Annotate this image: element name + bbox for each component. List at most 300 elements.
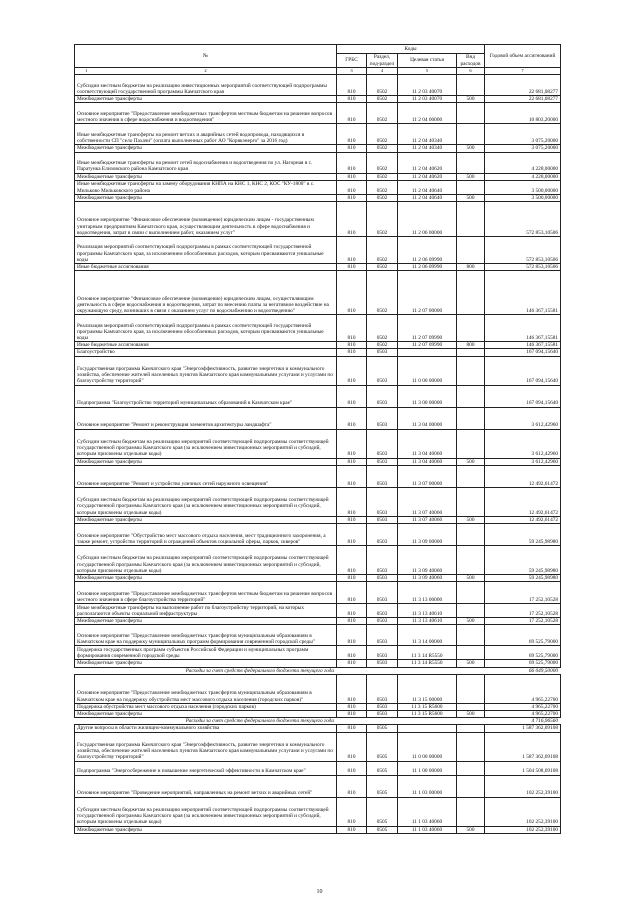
row-grbs: 810 (337, 582, 367, 604)
table-row (75, 487, 561, 516)
table-row (75, 732, 561, 761)
table-row (75, 797, 561, 826)
row-section: 0502 (367, 194, 398, 201)
row-expense-type: 500 (457, 618, 485, 625)
row-expense-type (457, 718, 485, 725)
column-number: 1 (85, 68, 88, 73)
row-article: 11 3 07 40060 (398, 516, 457, 523)
table-row (75, 385, 561, 407)
row-amount: 102 252,39100 (485, 826, 561, 833)
row-name: Межбюджетные трансферты (75, 660, 337, 667)
row-grbs: 810 (337, 342, 367, 349)
row-section: 0503 (367, 465, 398, 487)
row-amount: 102 252,39100 (485, 775, 561, 797)
row-section: 0503 (367, 674, 398, 703)
budget-table (74, 44, 561, 834)
row-expense-type (457, 732, 485, 761)
row-section: 0503 (367, 356, 398, 385)
row-grbs: 810 (337, 124, 367, 145)
row-grbs: 810 (337, 152, 367, 173)
row-name: Межбюджетные трансферты (75, 173, 337, 180)
row-name: Межбюджетные трансферты (75, 458, 337, 465)
row-expense-type (457, 152, 485, 173)
row-section: 0503 (367, 407, 398, 429)
row-amount: 3 612,42960 (485, 407, 561, 429)
row-expense-type (457, 237, 485, 264)
row-grbs: 810 (337, 194, 367, 201)
table-row (75, 725, 561, 732)
row-expense-type (457, 725, 485, 732)
table-row (75, 775, 561, 797)
row-section: 0502 (367, 103, 398, 124)
row-grbs: 810 (337, 96, 367, 103)
table-row (75, 103, 561, 124)
row-expense-type (457, 429, 485, 458)
row-amount: 4 716,96560 (485, 718, 561, 725)
row-article (398, 349, 457, 356)
row-grbs: 810 (337, 524, 367, 546)
row-amount: 167 094,15640 (485, 385, 561, 407)
column-numbers-row (75, 68, 561, 75)
table-row (75, 349, 561, 356)
row-section: 0505 (367, 732, 398, 761)
row-name: Расходы за счет средств федерального бюджета текущего года (75, 667, 337, 674)
row-article: 11 2 06 00000 (398, 202, 457, 237)
row-name: Межбюджетные трансферты (75, 516, 337, 523)
row-amount: 17 252,10528 (485, 582, 561, 604)
row-section: 0502 (367, 124, 398, 145)
row-expense-type: 500 (457, 826, 485, 833)
table-row (75, 202, 561, 237)
row-expense-type: 500 (457, 194, 485, 201)
row-expense-type: 500 (457, 145, 485, 152)
header-amount: Годовой объем ассигнований (485, 45, 561, 68)
row-name: Межбюджетные трансферты (75, 145, 337, 152)
row-name: Основное мероприятие "Финансовое обеспечение (возмещение) юридическим лицам - государственным унитарным предприятиям Камчатского края, осуществляющим деятельность в сфере водоснабжения и водоотведения, затрат в связи с выполнением работ, оказанием услуг" (75, 202, 337, 237)
row-grbs: 810 (337, 826, 367, 833)
row-section: 0503 (367, 604, 398, 618)
table-row (75, 618, 561, 625)
row-section: 0502 (367, 264, 398, 271)
row-article: 11 1 03 40060 (398, 797, 457, 826)
row-section: 0503 (367, 646, 398, 660)
row-amount: 10 803,20000 (485, 103, 561, 124)
row-grbs: 810 (337, 618, 367, 625)
table-row (75, 718, 561, 725)
row-expense-type (457, 674, 485, 703)
row-section: 0503 (367, 458, 398, 465)
row-grbs: 810 (337, 356, 367, 385)
row-amount: 3 612,42960 (485, 458, 561, 465)
row-amount: 66 049,50000 (485, 667, 561, 674)
row-grbs: 810 (337, 75, 367, 96)
row-expense-type (457, 407, 485, 429)
row-section: 0505 (367, 775, 398, 797)
row-article (398, 667, 457, 674)
header-number: № (75, 45, 337, 68)
row-amount: 102 252,39100 (485, 797, 561, 826)
row-section: 0503 (367, 429, 398, 458)
table-row (75, 524, 561, 546)
row-name: Межбюджетные трансферты (75, 575, 337, 582)
row-name: Поддержка обустройства мест массового отдыха населения (городских парков) (75, 703, 337, 710)
table-row (75, 826, 561, 833)
row-amount: 12 492,61472 (485, 516, 561, 523)
row-amount: 3 500,00000 (485, 180, 561, 194)
row-name: Межбюджетные трансферты (75, 194, 337, 201)
row-article: 11 2 04 40640 (398, 180, 457, 194)
row-name: Реализация мероприятий соответствующей подпрограммы в рамках соответствующей государственной программы Камчатского края, за исключением обособленных расходов, которым присваиваются уникальные коды (75, 315, 337, 342)
row-grbs: 810 (337, 349, 367, 356)
row-amount: 4 228,00000 (485, 152, 561, 173)
row-section: 0503 (367, 487, 398, 516)
row-article: 11 1 03 00000 (398, 775, 457, 797)
table-row (75, 674, 561, 703)
row-grbs: 810 (337, 674, 367, 703)
row-article: 11 2 06 09990 (398, 237, 457, 264)
row-grbs: 810 (337, 575, 367, 582)
row-name: Основное мероприятие "Предоставление межбюджетных трансфертов местным бюджетам на решение вопросов местного значения в сфере благоустройства территорий" (75, 582, 337, 604)
row-article: 11 2 04 40340 (398, 124, 457, 145)
row-amount: 572 853,10506 (485, 202, 561, 237)
row-expense-type: 500 (457, 458, 485, 465)
table-row (75, 237, 561, 264)
row-section: 0503 (367, 546, 398, 575)
row-amount: 59 245,98980 (485, 575, 561, 582)
row-article: 11 2 03 40070 (398, 96, 457, 103)
row-grbs: 810 (337, 407, 367, 429)
row-amount: 4 965,22700 (485, 703, 561, 710)
row-amount: 572 853,10506 (485, 264, 561, 271)
table-row (75, 145, 561, 152)
row-grbs: 810 (337, 797, 367, 826)
row-amount: 59 245,98980 (485, 546, 561, 575)
row-name: Поддержка государственных программ субъектов Российской Федерации и муниципальных программ формирования современной городской среды (75, 646, 337, 660)
row-amount: 146 367,15581 (485, 315, 561, 342)
row-expense-type (457, 797, 485, 826)
row-name: Иные межбюджетные трансферты на ремонт сетей водоснабжения и водоотведения по ул. Нагорная в с. Паратунка Елизовского района Камчатского края (75, 152, 337, 173)
row-expense-type (457, 385, 485, 407)
table-row (75, 703, 561, 710)
row-amount: 1 504 508,69108 (485, 761, 561, 775)
row-article: 11 2 03 40070 (398, 75, 457, 96)
row-section: 0502 (367, 96, 398, 103)
row-article: 11 3 13 40610 (398, 604, 457, 618)
row-grbs: 810 (337, 145, 367, 152)
row-section: 0505 (367, 826, 398, 833)
row-name: Межбюджетные трансферты (75, 826, 337, 833)
row-name: Иные межбюджетные трансферты на замену оборудования КНПА на КНС 1, КНС 2, КОС "КУ-1800" в с. Мильково Мильковского района (75, 180, 337, 194)
column-number: 2 (204, 68, 207, 73)
row-grbs: 810 (337, 264, 367, 271)
row-article: 11 3 13 00000 (398, 582, 457, 604)
row-name: Государственная программа Камчатского края "Энергоэффективность, развитие энергетики и коммунального хозяйства, обеспечение жителей населенных пунктов Камчатского края коммунальными услугами и услугами по благоустройству территорий" (75, 732, 337, 761)
row-expense-type (457, 487, 485, 516)
row-article: 11 3 15 R5600 (398, 711, 457, 718)
table-row (75, 625, 561, 646)
row-article: 11 3 15 00000 (398, 674, 457, 703)
row-expense-type (457, 604, 485, 618)
table-row (75, 180, 561, 194)
row-article (398, 725, 457, 732)
row-article: 11 2 07 00000 (398, 271, 457, 315)
row-grbs: 810 (337, 703, 367, 710)
row-name: Иные межбюджетные трансферты на выполнение работ по благоустройству территорий, на которых располагаются объекты социальной инфраструктуры (75, 604, 337, 618)
row-article: 11 3 14 00000 (398, 625, 457, 646)
row-name: Основное мероприятие "Ремонт и реконструкция элементов архитектуры ландшафта" (75, 407, 337, 429)
row-expense-type (457, 582, 485, 604)
table-row (75, 646, 561, 660)
row-amount: 69 525,79000 (485, 625, 561, 646)
table-row (75, 604, 561, 618)
table-row (75, 458, 561, 465)
table-row (75, 575, 561, 582)
table-row (75, 342, 561, 349)
row-section: 0503 (367, 703, 398, 710)
column-number: 7 (485, 68, 561, 75)
row-section: 0502 (367, 152, 398, 173)
row-section (367, 667, 398, 674)
table-row (75, 465, 561, 487)
column-number-cell (75, 68, 337, 75)
row-article: 11 3 13 40610 (398, 618, 457, 625)
row-grbs: 810 (337, 604, 367, 618)
row-grbs: 810 (337, 660, 367, 667)
row-section: 0503 (367, 385, 398, 407)
row-expense-type: 500 (457, 711, 485, 718)
row-section: 0503 (367, 711, 398, 718)
row-name: Государственная программа Камчатского края "Энергоэффективность, развитие энергетики и коммунального хозяйства, обеспечение жителей населенных пунктов Камчатского края коммунальными услугами и услугами по благоустройству территорий" (75, 356, 337, 385)
row-grbs: 810 (337, 546, 367, 575)
row-section: 0502 (367, 342, 398, 349)
row-section: 0505 (367, 725, 398, 732)
row-expense-type (457, 775, 485, 797)
row-article: 11 3 07 00000 (398, 465, 457, 487)
row-name: Иные бюджетные ассигнования (75, 264, 337, 271)
row-section: 0502 (367, 145, 398, 152)
row-section: 0502 (367, 75, 398, 96)
row-expense-type: 500 (457, 516, 485, 523)
column-number: 4 (367, 68, 398, 75)
row-section: 0505 (367, 761, 398, 775)
row-grbs: 810 (337, 725, 367, 732)
row-article: 11 3 04 40060 (398, 458, 457, 465)
row-grbs: 810 (337, 173, 367, 180)
row-amount: 4 965,22700 (485, 674, 561, 703)
row-amount: 3 500,00000 (485, 194, 561, 201)
row-grbs: 810 (337, 429, 367, 458)
row-amount: 59 245,98980 (485, 524, 561, 546)
row-expense-type (457, 75, 485, 96)
table-body (75, 75, 561, 834)
row-article: 11 2 04 40340 (398, 145, 457, 152)
row-amount: 12 492,61472 (485, 487, 561, 516)
row-expense-type (457, 124, 485, 145)
row-expense-type (457, 315, 485, 342)
table-row (75, 429, 561, 458)
table-row (75, 152, 561, 173)
row-amount: 17 252,10528 (485, 618, 561, 625)
row-section: 0503 (367, 660, 398, 667)
header-expense-type: Вид расходов (457, 54, 485, 68)
table-row (75, 194, 561, 201)
row-amount: 69 525,79000 (485, 646, 561, 660)
table-row (75, 407, 561, 429)
row-section: 0503 (367, 349, 398, 356)
row-section: 0502 (367, 271, 398, 315)
row-article: 11 3 00 00000 (398, 385, 457, 407)
row-name: Основное мероприятие "Предоставление межбюджетных трансфертов муниципальным образованиям в Камчатском крае на поддержку муниципальных программ формирования современной городской среды" (75, 625, 337, 646)
row-expense-type (457, 667, 485, 674)
row-section: 0503 (367, 625, 398, 646)
row-expense-type (457, 703, 485, 710)
row-section: 0502 (367, 237, 398, 264)
row-amount: 1 587 362,69108 (485, 725, 561, 732)
row-section: 0503 (367, 516, 398, 523)
row-name: Основное мероприятие "Обустройство мест массового отдыха населения, мест традиционного захоронения, а также ремонт, устройство территорий и ограждений объектов социальной сферы, парков, скверов" (75, 524, 337, 546)
row-amount: 3 612,42960 (485, 429, 561, 458)
table-row (75, 546, 561, 575)
row-section (367, 718, 398, 725)
row-article: 11 3 07 40060 (398, 487, 457, 516)
row-grbs: 810 (337, 458, 367, 465)
row-grbs: 810 (337, 271, 367, 315)
row-article: 11 3 14 R5550 (398, 646, 457, 660)
row-article: 11 1 00 00000 (398, 761, 457, 775)
row-amount: 146 367,15581 (485, 342, 561, 349)
row-amount: 4 965,22700 (485, 711, 561, 718)
row-section: 0503 (367, 575, 398, 582)
row-name: Основное мероприятие "Проведение мероприятий, направленных на ремонт ветхих и аварийных сетей" (75, 775, 337, 797)
row-amount: 17 252,10528 (485, 604, 561, 618)
row-grbs: 810 (337, 516, 367, 523)
row-expense-type (457, 524, 485, 546)
row-expense-type (457, 180, 485, 194)
table-row (75, 264, 561, 271)
row-name: Подпрограмма "Энергосбережение и повышение энергетической эффективности в Камчатском крае" (75, 761, 337, 775)
row-section: 0503 (367, 618, 398, 625)
row-name: Основное мероприятие "Предоставление межбюджетных трансфертов местным бюджетам на решение вопросов местного значения в сфере водоснабжения и водоотведения" (75, 103, 337, 124)
row-article: 11 3 09 00000 (398, 524, 457, 546)
row-article: 11 3 04 00000 (398, 407, 457, 429)
row-grbs: 810 (337, 775, 367, 797)
table-row (75, 271, 561, 315)
table-row (75, 356, 561, 385)
row-name: Межбюджетные трансферты (75, 711, 337, 718)
row-expense-type: 500 (457, 575, 485, 582)
table-row (75, 711, 561, 718)
row-section: 0503 (367, 524, 398, 546)
row-section: 0502 (367, 315, 398, 342)
row-name: Благоустройство (75, 349, 337, 356)
row-name: Другие вопросы в области жилищно-коммунального хозяйства (75, 725, 337, 732)
table-row (75, 582, 561, 604)
row-article: 11 3 14 R5550 (398, 660, 457, 667)
header-article: Целевая статья (398, 54, 457, 68)
row-name: Иные межбюджетные трансферты на ремонт ветхих и аварийных сетей водопровода, находящихся в собственности СП "село Пахачи" (оплата выполненных работ АО "Корякэнерго" за 2016 год) (75, 124, 337, 145)
row-amount: 12 492,61472 (485, 465, 561, 487)
row-article: 11 2 04 00000 (398, 103, 457, 124)
column-number: 3 (337, 68, 367, 75)
row-amount: 69 525,79000 (485, 660, 561, 667)
row-grbs: 810 (337, 385, 367, 407)
row-amount: 4 228,00000 (485, 173, 561, 180)
row-section: 0502 (367, 180, 398, 194)
row-article: 11 2 07 09990 (398, 342, 457, 349)
table-row (75, 173, 561, 180)
row-article: 11 3 15 R5600 (398, 703, 457, 710)
table-row (75, 516, 561, 523)
row-amount: 146 367,15581 (485, 271, 561, 315)
header-codes: Коды (337, 45, 485, 54)
table-row (75, 96, 561, 103)
row-name: Подпрограмма "Благоустройство территорий муниципальных образований в Камчатском крае" (75, 385, 337, 407)
row-grbs (337, 718, 367, 725)
column-number: 5 (398, 68, 457, 75)
row-article: 11 2 07 09990 (398, 315, 457, 342)
row-grbs: 810 (337, 465, 367, 487)
row-article: 11 2 04 40640 (398, 194, 457, 201)
row-expense-type (457, 202, 485, 237)
row-expense-type (457, 646, 485, 660)
row-name: Субсидии местным бюджетам на реализацию мероприятий соответствующей подпрограммы соответствующей государственной программы Камчатского края (за исключением инвестиционных мероприятий и субсидий, которым присвоены отдельные коды) (75, 546, 337, 575)
column-number: 6 (457, 68, 485, 75)
row-amount: 3 075,20000 (485, 145, 561, 152)
row-amount: 572 853,10506 (485, 237, 561, 264)
row-grbs: 810 (337, 646, 367, 660)
row-article: 11 0 00 00000 (398, 732, 457, 761)
row-grbs: 810 (337, 732, 367, 761)
row-grbs: 810 (337, 180, 367, 194)
row-expense-type: 800 (457, 264, 485, 271)
row-section: 0502 (367, 202, 398, 237)
row-grbs (337, 667, 367, 674)
row-expense-type (457, 546, 485, 575)
row-article: 11 2 04 40620 (398, 152, 457, 173)
row-name: Основное мероприятие "Ремонт и устройство уличных сетей наружного освещения" (75, 465, 337, 487)
table-row (75, 667, 561, 674)
row-article: 11 1 03 40060 (398, 826, 457, 833)
row-expense-type: 500 (457, 173, 485, 180)
row-expense-type: 800 (457, 342, 485, 349)
row-name: Расходы за счет средств федерального бюджета текущего года (75, 718, 337, 725)
table-row (75, 315, 561, 342)
row-name: Основное мероприятие "Финансовое обеспечение (возмещение) юридическим лицам, осуществляющим деятельность в сфере водоснабжения и водоотведения, затрат по внесению платы за негативное воздействие на окружающую среду, возникших в связи с оказанием услуг по водоснабжению и водоотведению" (75, 271, 337, 315)
row-name: Субсидии местным бюджетам на реализацию мероприятий соответствующей подпрограммы соответствующей государственной программы Камчатского края (за исключением инвестиционных мероприятий и субсидий, которым присвоены отдельные коды) (75, 797, 337, 826)
row-article: 11 3 04 40060 (398, 429, 457, 458)
row-grbs: 810 (337, 487, 367, 516)
row-amount: 3 075,20000 (485, 124, 561, 145)
row-amount: 22 681,08277 (485, 96, 561, 103)
row-expense-type (457, 625, 485, 646)
header-grbs: ГРБС (337, 54, 367, 68)
table-row (75, 124, 561, 145)
row-grbs: 810 (337, 761, 367, 775)
row-name: Межбюджетные трансферты (75, 96, 337, 103)
page-number: 10 (316, 889, 323, 895)
row-expense-type: 500 (457, 660, 485, 667)
header-section: Раздел, под-раздел (367, 54, 398, 68)
row-article: 11 2 04 40620 (398, 173, 457, 180)
row-grbs: 810 (337, 625, 367, 646)
row-expense-type (457, 349, 485, 356)
row-article (398, 718, 457, 725)
row-amount: 22 681,08277 (485, 75, 561, 96)
row-name: Субсидии местным бюджетам на реализацию инвестиционных мероприятий соответствующей подпрограммы соответствующей государственной программы Камчатского края (75, 75, 337, 96)
row-name: Субсидии местным бюджетам на реализацию мероприятий соответствующей подпрограммы соответствующей государственной программы Камчатского края (за исключением инвестиционных мероприятий и субсидий, которым присвоены отдельные коды) (75, 429, 337, 458)
row-section: 0502 (367, 173, 398, 180)
row-article: 11 3 09 40060 (398, 546, 457, 575)
